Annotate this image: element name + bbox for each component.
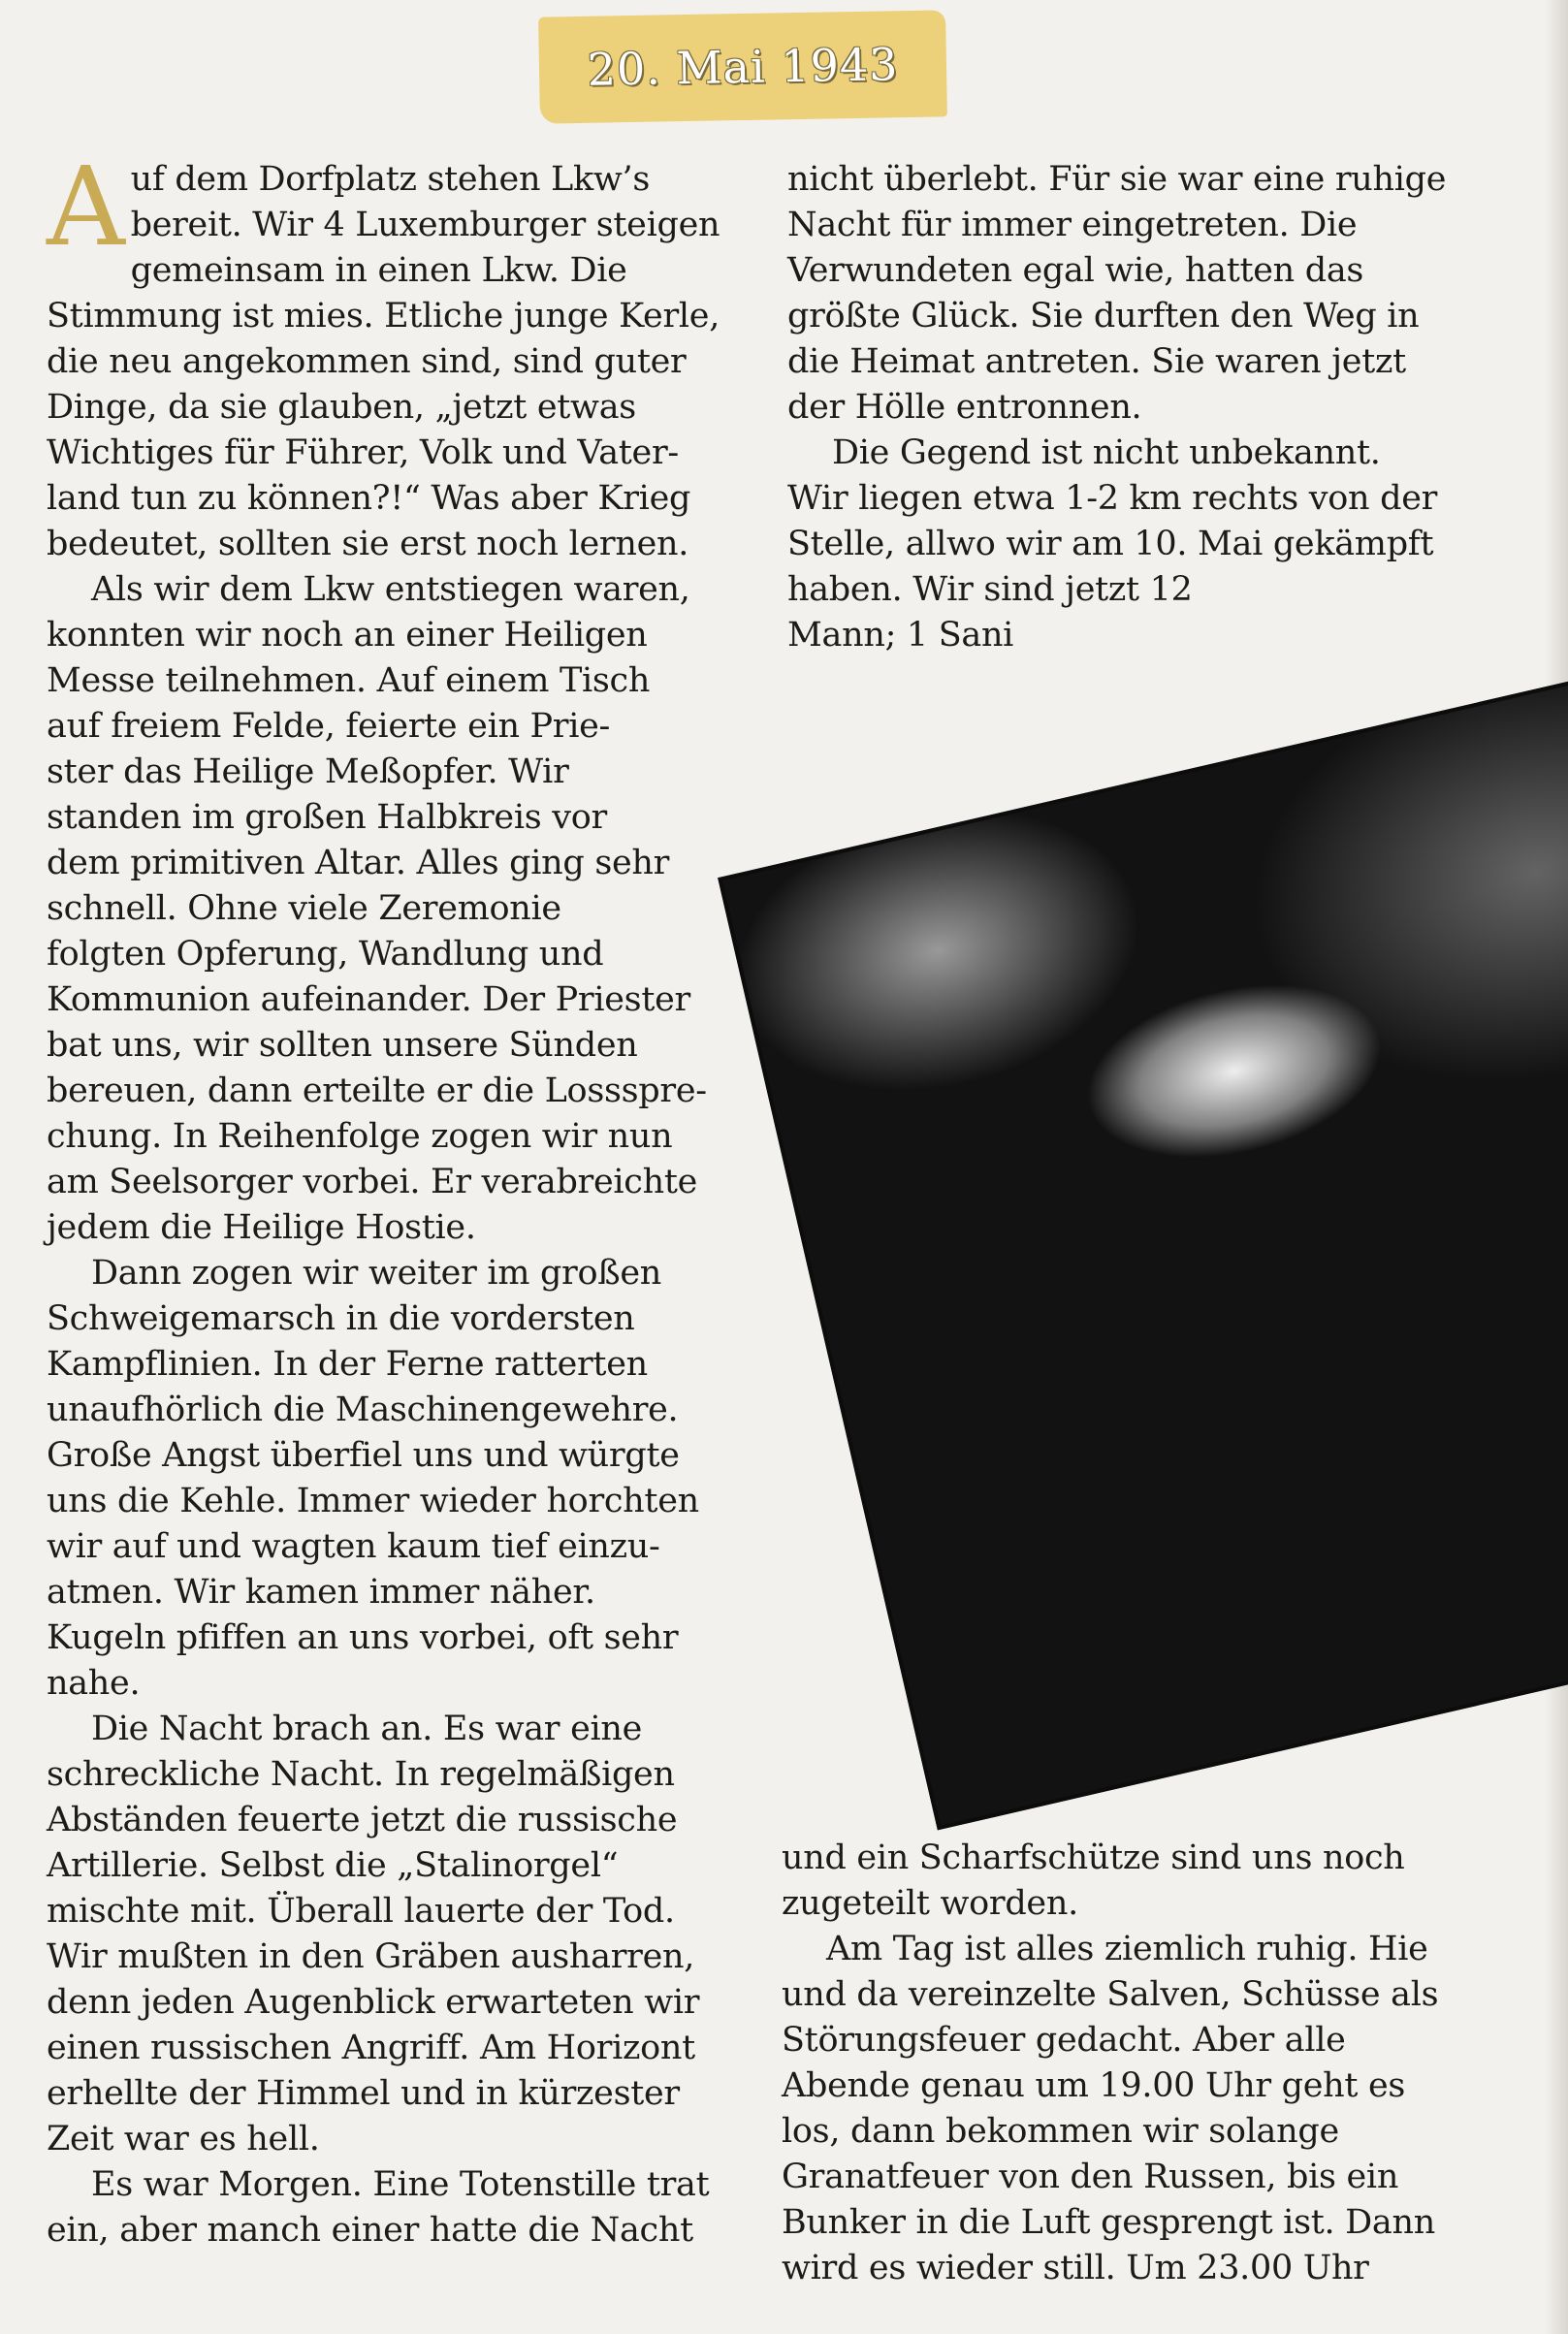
text-line: am Seelsorger vorbei. Er verabreichte [47, 1163, 698, 1201]
text-line: Wir mußten in den Gräben ausharren, [47, 1937, 695, 1976]
text-line: Stimmung ist mies. Etliche junge Kerle, [47, 297, 720, 336]
text-line: uf dem Dorfplatz stehen Lkw’s [130, 160, 651, 199]
text-line: Dann zogen wir weiter im großen [91, 1254, 661, 1293]
text-line: Mann; 1 Sani [787, 616, 1014, 655]
text-line: Bunker in die Luft gesprengt ist. Dann [782, 2203, 1435, 2242]
text-line: zugeteilt worden. [782, 1884, 1078, 1923]
text-line: bereit. Wir 4 Luxemburger steigen [130, 206, 720, 244]
text-line: Kommunion aufeinander. Der Priester [47, 980, 690, 1019]
text-column-left [47, 144, 725, 2254]
text-line: Kugeln pfiffen an uns vorbei, oft sehr [47, 1618, 679, 1657]
text-line: und ein Scharfschütze sind uns noch [782, 1838, 1405, 1877]
text-line: wird es wieder still. Um 23.00 Uhr [782, 2249, 1369, 2287]
text-line: schreckliche Nacht. In regelmäßigen [47, 1755, 675, 1794]
text-line: land tun zu können?!“ Was aber Krieg [47, 479, 691, 518]
text-line: los, dann bekommen wir solange [782, 2112, 1339, 2151]
text-line: Schweigemarsch in die vordersten [47, 1299, 635, 1338]
text-line: konnten wir noch an einer Heiligen [47, 616, 648, 655]
text-line: Am Tag ist alles ziemlich ruhig. Hie [826, 1930, 1428, 1968]
text-line: einen russischen Angriff. Am Horizont [47, 2029, 695, 2067]
text-line: Die Nacht brach an. Es war eine [91, 1710, 643, 1748]
text-line: Die Gegend ist nicht unbekannt. [832, 433, 1381, 472]
text-line: folgten Opferung, Wandlung und [47, 935, 604, 974]
text-line: Es war Morgen. Eine Totenstille trat [91, 2165, 710, 2204]
text-line: uns die Kehle. Immer wieder horchten [47, 1482, 699, 1520]
text-line: dem primitiven Altar. Alles ging sehr [47, 844, 670, 882]
text-line: Abständen feuerte jetzt die russische [47, 1801, 678, 1839]
text-line: atmen. Wir kamen immer näher. [47, 1573, 595, 1612]
text-column-right-bottom [782, 1836, 1460, 2291]
text-line: wir auf und wagten kaum tief einzu- [47, 1527, 660, 1566]
date-title-banner [538, 10, 947, 123]
text-line: Nacht für immer eingetreten. Die [787, 206, 1358, 244]
text-line: unaufhörlich die Maschinengewehre. [47, 1391, 679, 1429]
text-column-right-top [787, 157, 1466, 658]
text-line: Kampflinien. In der Ferne ratterten [47, 1345, 648, 1384]
text-line: standen im großen Halbkreis vor [47, 798, 607, 837]
text-line: der Hölle entronnen. [787, 388, 1142, 427]
page-title: 20. Mai 1943 [587, 38, 899, 96]
text-line: Große Angst überfiel uns und würgte [47, 1436, 680, 1475]
text-line: Störungsfeuer gedacht. Aber alle [782, 2021, 1346, 2060]
text-line: Wichtiges für Führer, Volk und Vater- [47, 433, 679, 472]
text-line: schnell. Ohne viele Zeremonie [47, 889, 561, 928]
text-line: Artillerie. Selbst die „Stalinorgel“ [47, 1846, 619, 1885]
text-line: erhellte der Himmel und in kürzester [47, 2074, 680, 2113]
text-line: ster das Heilige Meßopfer. Wir [47, 752, 569, 791]
text-line: chung. In Reihenfolge zogen wir nun [47, 1117, 673, 1156]
text-line: die neu angekommen sind, sind guter [47, 342, 687, 381]
text-line: auf freiem Felde, feierte ein Prie- [47, 707, 611, 746]
text-line: haben. Wir sind jetzt 12 [787, 570, 1193, 609]
text-line: denn jeden Augenblick erwarteten wir [47, 1983, 700, 2022]
text-line: bereuen, dann erteilte er die Lossspre- [47, 1071, 707, 1110]
text-line: nicht überlebt. Für sie war eine ruhige [787, 160, 1447, 199]
text-line: Messe teilnehmen. Auf einem Tisch [47, 661, 651, 700]
text-line: Dinge, da sie glauben, „jetzt etwas [47, 388, 636, 427]
text-line: Abende genau um 19.00 Uhr geht es [782, 2066, 1406, 2105]
text-line: die Heimat antreten. Sie waren jetzt [787, 342, 1406, 381]
text-line: Zeit war es hell. [47, 2120, 320, 2158]
text-line: gemeinsam in einen Lkw. Die [130, 251, 627, 290]
text-line: Wir liegen etwa 1-2 km rechts von der [787, 479, 1438, 518]
text-line: Verwundeten egal wie, hatten das [787, 251, 1364, 290]
text-line: mischte mit. Überall lauerte der Tod. [47, 1892, 675, 1931]
text-line: Granatfeuer von den Russen, bis ein [782, 2158, 1399, 2196]
text-line: jedem die Heilige Hostie. [47, 1208, 476, 1247]
text-line: ein, aber manch einer hatte die Nacht [47, 2211, 693, 2250]
text-line: bedeutet, sollten sie erst noch lernen. [47, 525, 689, 563]
text-line: nahe. [47, 1664, 141, 1703]
drop-cap: A [47, 144, 125, 271]
text-line: Stelle, allwo wir am 10. Mai gekämpft [787, 525, 1434, 563]
text-line: Als wir dem Lkw entstiegen waren, [91, 570, 690, 609]
photograph-soldier-helmet [718, 658, 1568, 1831]
text-line: und da vereinzelte Salven, Schüsse als [782, 1975, 1439, 2014]
text-line: größte Glück. Sie durften den Weg in [787, 297, 1420, 336]
text-line: bat uns, wir sollten unsere Sünden [47, 1026, 638, 1065]
